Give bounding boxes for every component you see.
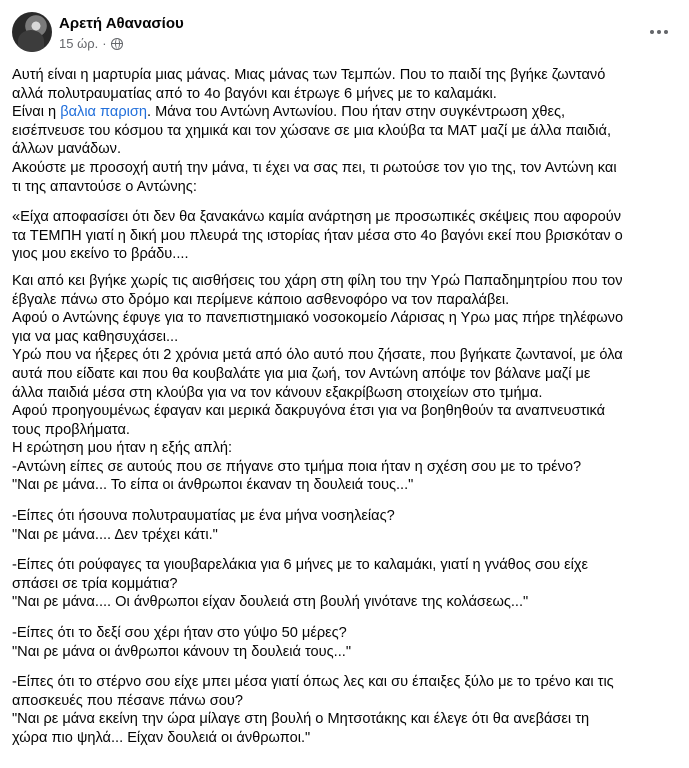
post-timestamp[interactable]: 15 ώρ.: [59, 36, 99, 51]
post-header: [12, 12, 677, 56]
paragraph-gap: [12, 544, 680, 556]
post-line: άλλα παιδιά μέσα στη κλούβα για να τον κάνουν εξακρίβωση στοιχείων στο τμήμα.: [12, 384, 543, 401]
post-line-text: . Μάνα του Αντώνη Αντωνίου. Που ήταν στην συγκέντρωση χθες,: [147, 104, 566, 121]
post-line: -Είπες ότι ήσουνα πολυτραυματίας με ένα μήνα νοσηλείας?: [12, 508, 395, 525]
post-line: "Ναι ρε μάνα.... Δεν τρέχει κάτι.": [12, 526, 218, 543]
post-line: Υρώ που να ήξερες ότι 2 χρόνια μετά από όλο αυτό που ζήσατε, που βγήκατε ζωντανοί, με όλα: [12, 347, 623, 364]
paragraph-gap: [12, 661, 680, 673]
post-body: [12, 66, 680, 748]
post-line: Και από κει βγήκε χωρίς τις αισθήσεις του χάρη στη φίλη του την Υρώ Παπαδημητρίου που τον: [12, 272, 623, 289]
post-line: γιος μου εκείνο το βράδυ....: [12, 246, 189, 263]
post-line: Αφού προηγουμένως έφαγαν και μερικά δακρυγόνα έτσι για να βοηθηθούν τα αναπνευστικά: [12, 403, 606, 420]
post-line: [12, 103, 680, 122]
post-line: -Είπες ότι το στέρνο σου είχε μπει μέσα γιατί όπως λες και συ έπαιξες ξύλο με το τρένο και τις: [12, 674, 614, 691]
post-line: άλλων μανάδων.: [12, 141, 122, 158]
post-line: αλλά πολυτραυματίας από το 4ο βαγόνι και έτρωγε 6 μήνες με το καλαμάκι.: [12, 85, 497, 102]
post-line: «Είχα αποφασίσει ότι δεν θα ξανακάνω καμία ανάρτηση με προσωπικές σκέψεις που αφορούν: [12, 209, 622, 226]
post-line: χώρα πιο ψηλά... Είχαν δουλειά οι άνθρωποι.": [12, 730, 311, 746]
meta-separator: ·: [102, 36, 107, 51]
post-line-text: Είναι η: [12, 104, 61, 121]
post-line: "Ναι ρε μάνα... Το είπα οι άνθρωποι έκαναν τη δουλειά τους...": [12, 477, 414, 494]
post-line: Ακούστε με προσοχή αυτή την μάνα, τι έχει να σας πει, τι ρωτούσε τον γιο της, τον Αντώνη και: [12, 159, 617, 176]
post-line: "Ναι ρε μάνα εκείνη την ώρα μίλαγε στη βουλή ο Μητσοτάκης και έλεγε ότι θα ανεβάσει τη: [12, 711, 590, 728]
globe-icon[interactable]: [111, 38, 123, 50]
post-line: Αφού ο Αντώνης έφυγε για το πανεπιστημιακό νοσοκομείο Λάρισας η Υρω μας πήρε τηλέφωνο: [12, 310, 624, 327]
post-line: Η ερώτηση μου ήταν η εξής απλή:: [12, 440, 233, 457]
post-line: αποσκευές που πέσανε πάνω σου?: [12, 692, 243, 709]
post-line: για να μας καθησυχάσει...: [12, 328, 179, 345]
post-line: "Ναι ρε μάνα.... Οι άνθρωποι είχαν δουλειά στη βουλή γινότανε της κολάσεως...": [12, 594, 529, 611]
post-line: Αυτή είναι η μαρτυρία μιας μάνας. Μιας μάνας των Τεμπών. Που το παιδί της βγήκε ζωντανό: [12, 67, 606, 83]
post-line: "Ναι ρε μάνα οι άνθρωποι κάνουν τη δουλειά τους...": [12, 643, 352, 660]
paragraph-gap: [12, 495, 680, 507]
post-line: -Αντώνη είπες σε αυτούς που σε πήγανε στο τμήμα ποια ήταν η σχέση σου με το τρένο?: [12, 458, 582, 475]
paragraph-gap: [12, 612, 680, 624]
post-line: τους προβλήματα.: [12, 421, 130, 438]
post-line: εισέπνευσε του κόσμου τα χημικά και τον χώσανε σε μια κλούβα τα ΜΑΤ μαζί με άλλα παιδιά,: [12, 122, 611, 139]
post-line: τι της απαντούσε ο Αντώνης:: [12, 178, 197, 195]
paragraph-gap: [12, 196, 680, 208]
post-line: -Είπες ότι το δεξί σου χέρι ήταν στο γύψο 50 μέρες?: [12, 625, 347, 642]
post-line: τα ΤΕΜΠΗ γιατί η δική μου πλευρά της ιστορίας ήταν μέσα στο 4ο βαγόνι εκεί που βρισκόταν ο: [12, 227, 623, 244]
mention-link[interactable]: βαλια παριση: [60, 104, 148, 121]
post-meta: [59, 36, 123, 51]
author-name[interactable]: Αρετή Αθανασίου: [59, 15, 184, 32]
post-line: -Είπες ότι ρούφαγες τα γιουβαρελάκια για 6 μήνες με το καλαμάκι, γιατί η γνάθος σου είχε: [12, 557, 589, 574]
post-line: σπάσει σε τρία κομμάτια?: [12, 575, 178, 592]
paragraph-gap: [12, 264, 680, 272]
more-options-icon[interactable]: [645, 20, 673, 44]
post-line: αυτά που είδατε και που θα κουβαλάτε για μια ζωή, τον Αντώνη απόψε τον βάλανε μαζί με: [12, 365, 591, 382]
post-line: έβγαλε πάνω στο δρόμο και περίμενε κάποιο ασθενοφόρο να τον παραλάβει.: [12, 291, 510, 308]
avatar[interactable]: [12, 12, 52, 52]
